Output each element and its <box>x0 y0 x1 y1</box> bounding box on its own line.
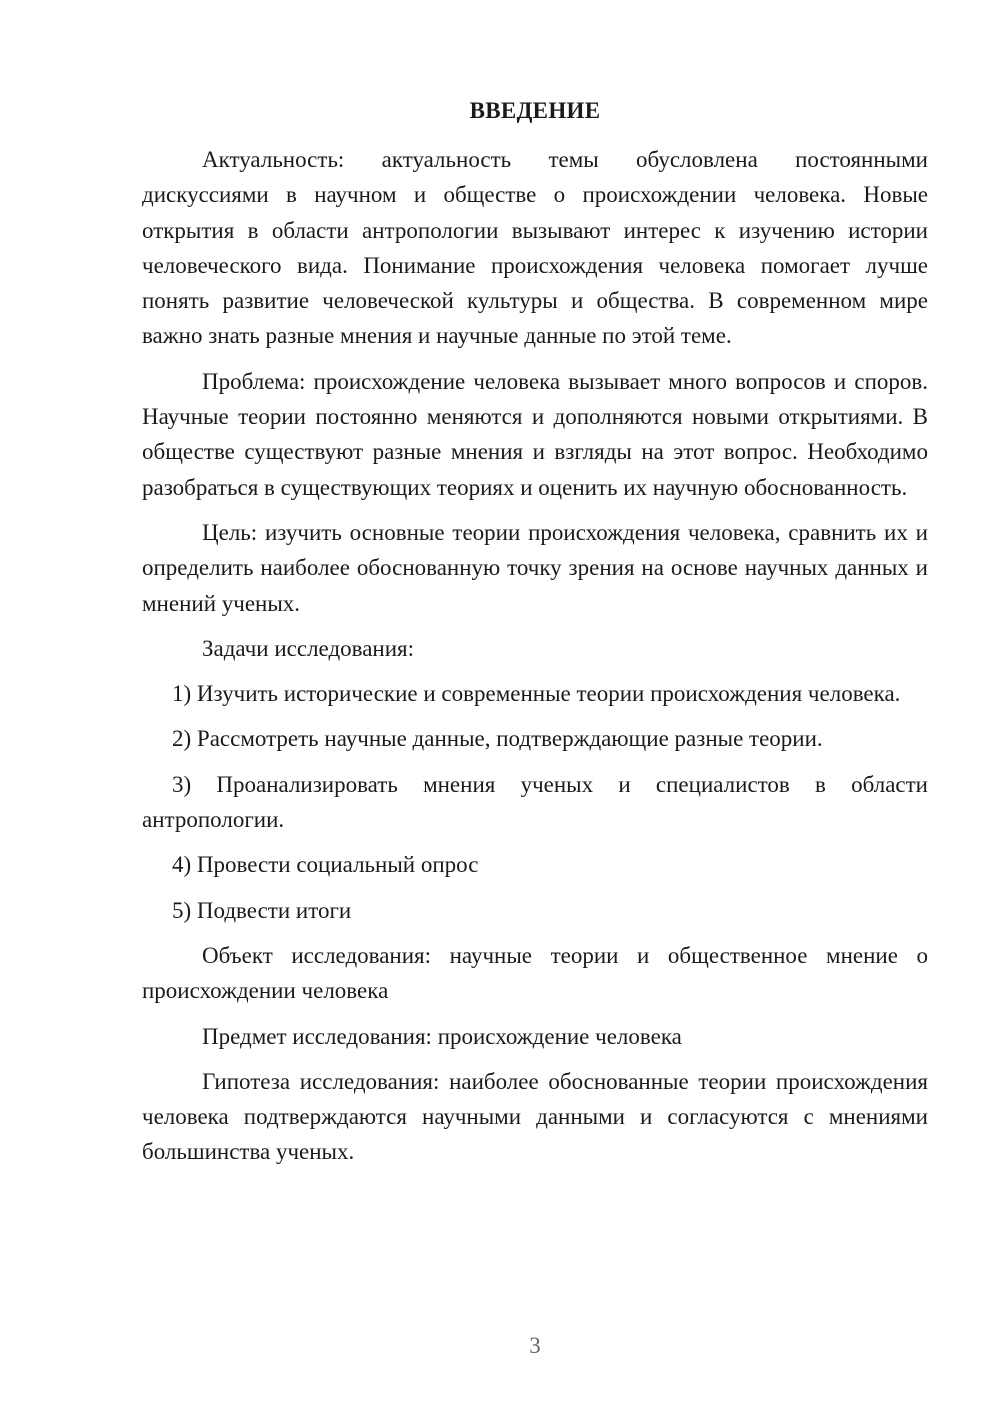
paragraph-goal: Цель: изучить основные теории происхождения человека, сравнить их и определить наиболее обоснованную точку зрения на основе научных данных и мнений ученых. <box>142 519 928 616</box>
paragraph-hypothesis: Гипотеза исследования: наиболее обоснованные теории происхождения человека подтверждаются научными данными и согласуются с мнениями большинства ученых. <box>142 1068 928 1165</box>
task-item-5: 5) Подвести итоги <box>172 897 352 923</box>
page-title: ВВЕДЕНИЕ <box>469 98 601 123</box>
paragraph-problem: Проблема: происхождение человека вызывает много вопросов и споров. Научные теории постоянно меняются и дополняются новыми открытиями. В обществе существуют разные мнения и взгляды на этот вопрос. Необходимо разобраться в существующих теориях и оценить их научную обоснованность. <box>142 368 928 500</box>
task-item-3: 3) Проанализировать мнения ученых и специалистов в области антропологии. <box>142 771 928 833</box>
document-body <box>142 142 928 1180</box>
task-item-1: 1) Изучить исторические и современные теории происхождения человека. <box>172 681 901 707</box>
task-item-4: 4) Провести социальный опрос <box>172 852 479 878</box>
page-number: 3 <box>529 1333 541 1358</box>
paragraph-tasks-heading: Задачи исследования: <box>202 635 415 661</box>
task-item-2: 2) Рассмотреть научные данные, подтверждающие разные теории. <box>172 726 823 752</box>
paragraph-relevance: Актуальность: актуальность темы обусловлена постоянными дискуссиями в научном и обществе о происхождении человека. Новые открытия в области антропологии вызывают интерес к изучению истории человеческого вида. Понимание происхождения человека помогает лучше понять развитие человеческой культуры и общества. В современном мире важно знать разные мнения и научные данные по этой теме. <box>142 147 928 349</box>
paragraph-object: Объект исследования: научные теории и общественное мнение о происхождении человека <box>142 942 928 1004</box>
paragraph-subject: Предмет исследования: происхождение человека <box>202 1023 682 1049</box>
